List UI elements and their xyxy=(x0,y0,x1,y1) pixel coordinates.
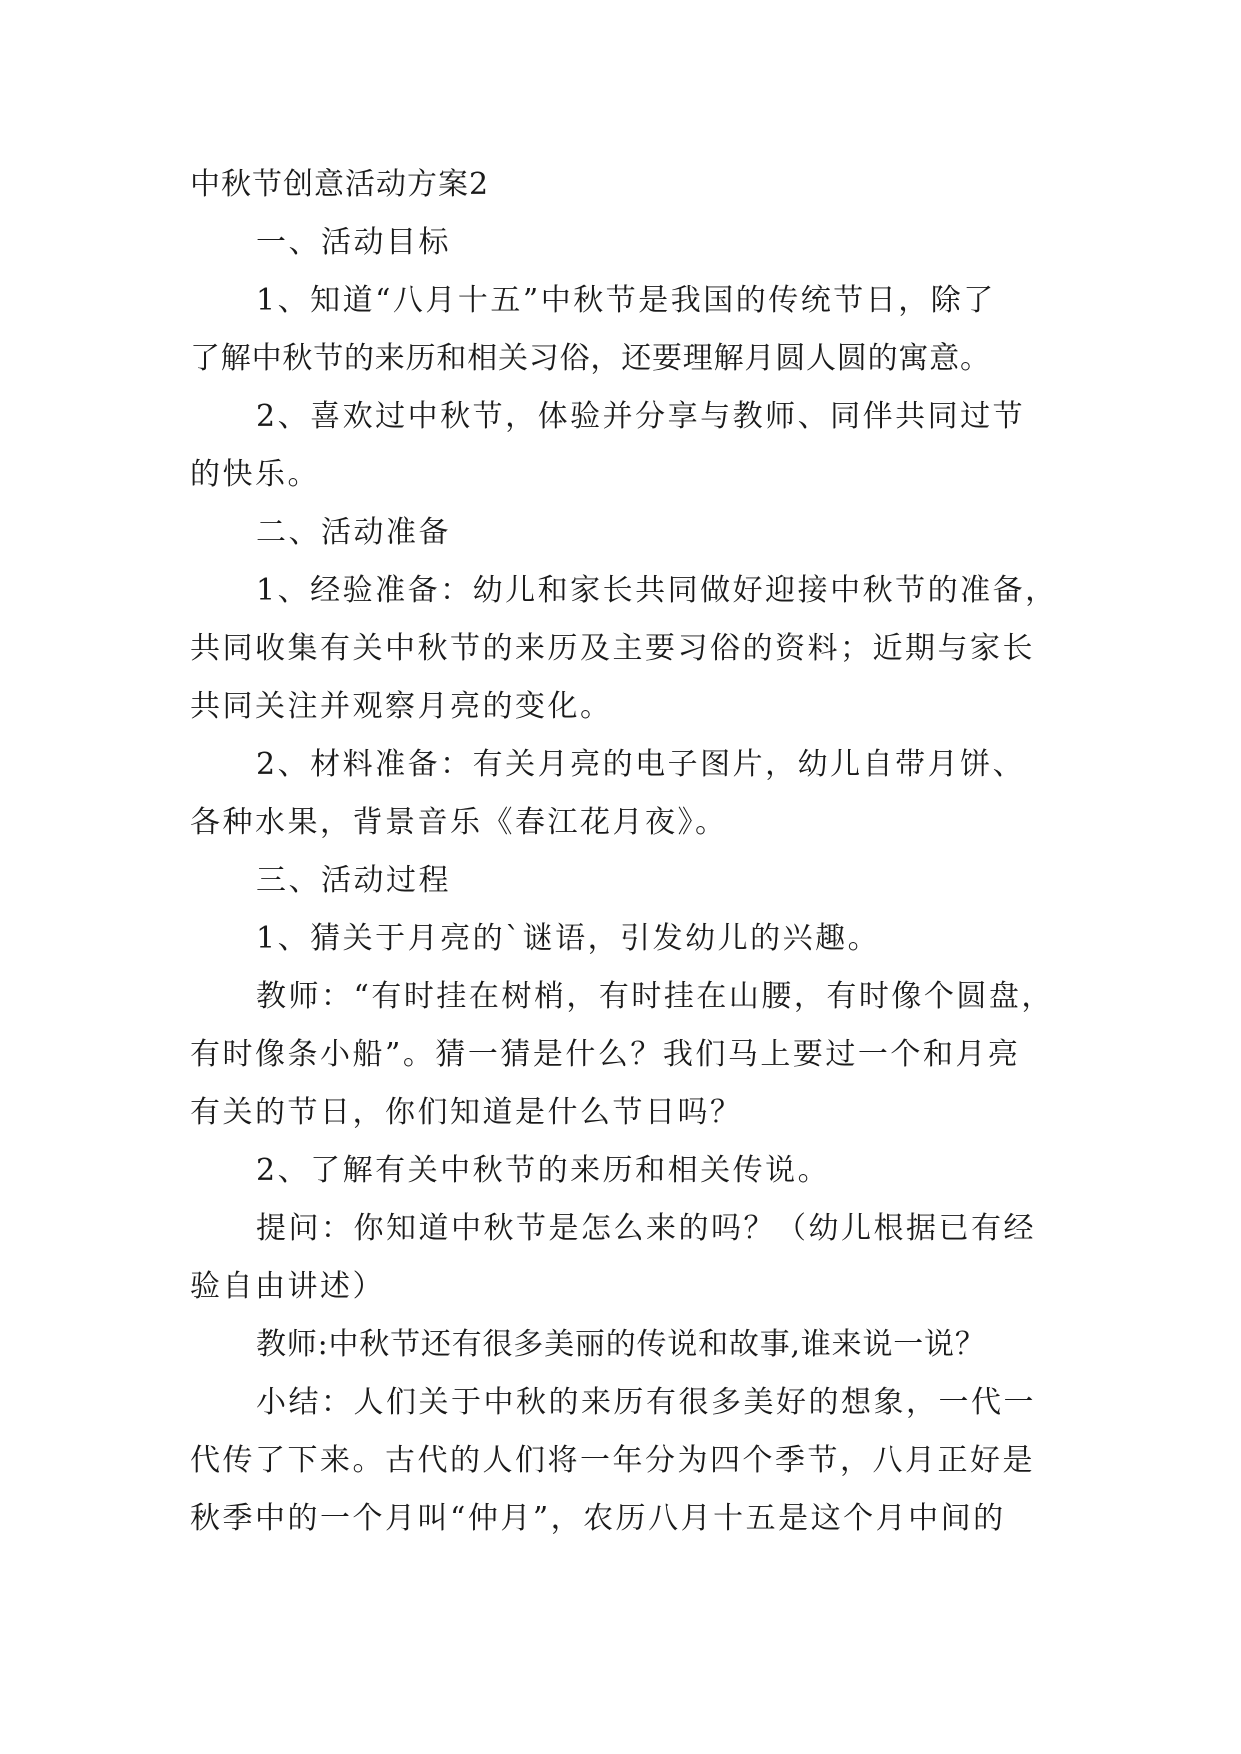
text-line: 提问：你知道中秋节是怎么来的吗？（幼儿根据已有经 xyxy=(256,1211,1036,1246)
text-line: 二、活动准备 xyxy=(256,515,451,550)
paragraph-lines xyxy=(190,214,1070,1548)
text-line: 代传了下来。古代的人们将一年分为四个季节，八月正好是 xyxy=(190,1443,1035,1478)
text-line: 1、知道“八月十五”中秋节是我国的传统节日，除了 xyxy=(256,283,996,318)
text-line: 2、了解有关中秋节的来历和相关传说。 xyxy=(256,1153,831,1188)
document-body xyxy=(190,156,1070,1548)
text-line: 各种水果，背景音乐《春江花月夜》。 xyxy=(190,805,728,840)
text-line: 教师：“有时挂在树梢，有时挂在山腰，有时像个圆盘， xyxy=(256,979,1054,1014)
text-line: 1、猜关于月亮的`谜语，引发幼儿的兴趣。 xyxy=(256,921,881,956)
text-line: 共同关注并观察月亮的变化。 xyxy=(190,689,613,724)
document-title: 中秋节创意活动方案2 xyxy=(190,167,490,202)
text-line: 2、喜欢过中秋节，体验并分享与教师、同伴共同过节 xyxy=(256,399,1026,434)
text-line: 共同收集有关中秋节的来历及主要习俗的资料；近期与家长 xyxy=(190,631,1035,666)
text-line: 有时像条小船”。猜一猜是什么？我们马上要过一个和月亮 xyxy=(190,1037,1021,1072)
text-line: 一、活动目标 xyxy=(256,225,451,260)
text-line: 验自由讲述） xyxy=(190,1269,385,1304)
text-line: 教师:中秋节还有很多美丽的传说和故事,谁来说一说？ xyxy=(256,1327,986,1362)
text-line: 三、活动过程 xyxy=(256,863,451,898)
text-line: 2、材料准备：有关月亮的电子图片，幼儿自带月饼、 xyxy=(256,747,1026,782)
text-line: 秋季中的一个月叫“仲月”，农历八月十五是这个月中间的 xyxy=(190,1501,1006,1536)
text-line: 1、经验准备：幼儿和家长共同做好迎接中秋节的准备， xyxy=(256,573,1058,608)
text-line: 了解中秋节的来历和相关习俗，还要理解月圆人圆的寓意。 xyxy=(190,341,991,376)
text-line: 有关的节日，你们知道是什么节日吗？ xyxy=(190,1095,743,1130)
text-line: 的快乐。 xyxy=(190,457,320,492)
text-line: 小结：人们关于中秋的来历有很多美好的想象，一代一 xyxy=(256,1385,1036,1420)
